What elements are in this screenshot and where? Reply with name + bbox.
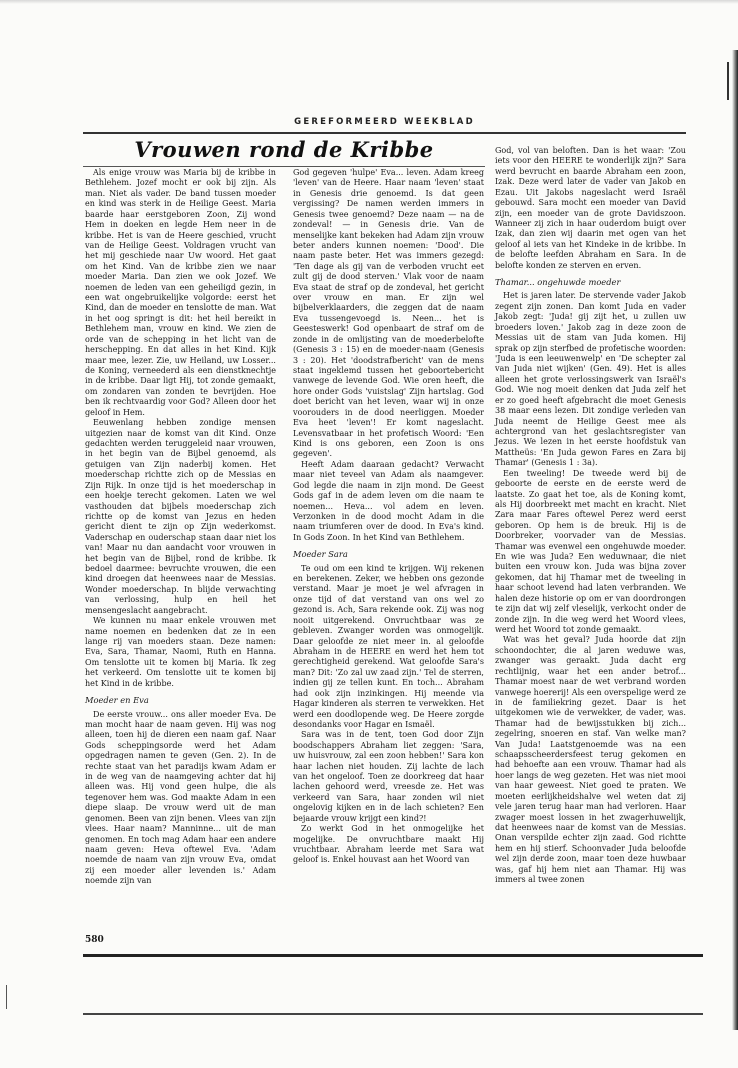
bottom-rule	[83, 954, 703, 957]
paragraph: De eerste vrouw... ons aller moeder Eva. De man mocht haar de naam geven. Hij was nog alleen, toen hij de dieren een naam gaf. Naar Gods scheppingsorde werd het Adam opgedragen namen te geven (Gen. 2). In de rechte staat van het paradijs kwam Adam er in de weg van de naamgeving achter dat hij alleen was. Hij vond geen hulpe, die als tegenover hem was. God maakte Adam in een diepe slaap. De vrouw werd uit de man genomen. Been van zijn benen. Vlees van zijn vlees. Haar naam? Manninne... uit de man genomen. En toch mag Adam haar een andere naam geven: Heva oftewel Eva. 'Adam noemde de naam van zijn vrouw Eva, omdat zij een moeder aller levenden is.' Adam noemde zijn van	[85, 709, 276, 886]
header-rule	[83, 132, 686, 134]
paragraph: Wat was het geval? Juda hoorde dat zijn schoondochter, die al jaren weduwe was, zwanger was geraakt. Juda dacht erg rechtlijnig, waar het een ander betrof... Thamar moest naar de wet verbrand worden vanwege hoererij! Als een overspelige werd ze in de familiekring gezet. Daar is het uitgekomen wie de verwekker, de vader, was. Thamar had de bewijsstukken bij zich... zegelring, snoeren en staf. Van welke man? Van Juda! Laatstgenoemde was na een schaapsscheerdersfeest terug gekomen en had behoefte aan een vrouw. Thamar had als hoer langs de weg gezeten. Het was niet mooi van haar geweest. Niet goed te praten. We moeten eerlijkheidshalve wel weten dat zij vele jaren terug haar man had verloren. Haar zwager moest lossen in het zwagerhuwelijk, dat heenwees naar de komst van de Messias. Onan verspilde echter zijn zaad. God richtte hem en hij stierf. Schoonvader Juda beloofde wel zijn derde zoon, maar toen deze huwbaar was, gaf hij hem niet aan Thamar. Hij was immers al twee zonen	[495, 635, 686, 885]
paragraph: Sara was in de tent, toen God door Zijn boodschappers Abraham liet zeggen: 'Sara, uw huisvrouw, zal een zoon hebben!' Sara kon haar lachen niet houden. Zij lachte de lach van het ongeloof. Toen ze doorkreeg dat haar lachen gehoord werd, vreesde ze. Het was verkeerd van Sara, haar zonden wil niet ongelovig kijken en in de lach schieten? Een bejaarde vrouw krijgt een kind?!	[293, 730, 484, 823]
paragraph: Een tweeling! De tweede werd bij de geboorte de eerste en de eerste werd de laatste. Zo gaat het toe, als de Koning komt, als Hij doorbreekt met macht en kracht. Niet Zara maar Fares oftewel Perez werd eerst geboren. Op hem is de breuk. Hij is de Doorbreker, voorvader van de Messias. Thamar was evenwel een ongehuwde moeder. En wie was Juda? Een weduwnaar, die niet buiten een vrouw kon. Juda was bijna zover gekomen, dat hij Thamar met de tweeling in haar schoot levend had laten verbranden. We halen deze historie op om er van doordrongen te zijn dat wij zelf vleselijk, verkocht onder de zonde zijn. In die weg werd het Woord vlees, werd het Woord tot zonde gemaakt.	[495, 468, 686, 634]
section-heading: Thamar... ongehuwde moeder	[495, 277, 621, 288]
paragraph: God, vol van beloften. Dan is het waar: 'Zou iets voor den HEERE te wonderlijk zijn?' Sara werd bevrucht en baarde Abraham een zoon, Izak. Deze werd later de vader van Jakob en Ezau. Uit Jakobs nageslacht werd Israël gebouwd. Sara mocht een moeder van David zijn, een moeder van de grote Davidszoon. Wanneer zij zich in haar ouderdom buigt over Izak, dan zien wij daarin met ogen van het geloof al iets van het Kindeke in de kribbe. In de belofte leefden Abraham en Sara. In de belofte konden ze sterven en erven.	[495, 146, 686, 270]
paragraph: Te oud om een kind te krijgen. Wij rekenen en berekenen. Zeker, we hebben ons gezonde verstand. Maar je moet je wel afvragen in onze tijd of dat verstand van ons wel zo gezond is. Ach, Sara rekende ook. Zij was nog nooit uitgerekend. Onvruchtbaar was ze gebleven. Zwanger worden was onmogelijk. Daar geloofde ze niet meer in. al geloofde Abraham in de HEERE en werd het hem tot gerechtigheid gerekend. Wat geloofde Sara's man? Dit: 'Zo zal uw zaad zijn.' Tel de sterren, indien gij ze tellen kunt. En toch... Abraham had ook zijn inzinkingen. Hij meende via Hagar kinderen als sterren te verwekken. Het werd een doodlopende weg. De Heere zorgde desondanks voor Hagar en Ismaël.	[293, 563, 484, 729]
scan-top-edge	[0, 0, 738, 4]
paragraph: Als enige vrouw was Maria bij de kribbe in Bethlehem. Jozef mocht er ook bij zijn. Als man. Niet als vader. De band tussen moeder en kind was sterk in de Heilige Geest. Maria baarde haar eerstgeboren Zoon, Zij wond Hem in doeken en legde Hem neer in de kribbe. Het is van de Heere geschied, vrucht van de Heilige Geest. Voldragen vrucht van het mij geschiede naar Uw woord. Het gaat om het Kind. Van de kribbe zien we naar moeder Maria. Dan zien we ook Jozef. We noemen de leden van een geheiligd gezin, in een wat ongebruikelijke volgorde: eerst het Kind, dan de moeder en tenslotte de man. Wat in het oog springt is dit: het heil bereikt in Bethlehem man, vrouw en kind. We zien de orde van de schepping in het licht van de herschepping. En dat alles in het Kind. Kijk maar mee, lezer. Zie, uw Heiland, uw Losser... de Koning, verneederd als een dienstknechtje in de kribbe. Daar ligt Hij, tot zonde gemaakt, om zondaren van zonden te bevrijden. Hoe ben ik rechtvaardig voor God? Alleen door het geloof in Hem.	[85, 168, 276, 417]
text-column-2	[293, 168, 484, 866]
section-heading: Moeder en Eva	[85, 695, 149, 706]
paragraph: We kunnen nu maar enkele vrouwen met name noemen en bedenken dat ze in een lange rij van moeders staan. Deze namen: Eva, Sara, Thamar, Naomi, Ruth en Hanna. Om tenslotte uit te komen bij Maria. Ik zeg het verkeerd. Om tenslotte uit te komen bij het Kind in de kribbe.	[85, 616, 276, 688]
paragraph: Eeuwenlang hebben zondige mensen uitgezien naar de komst van dit Kind. Onze gedachten werden teruggeleid naar vrouwen, in het begin van de Bijbel genoemd, als getuigen van Zijn naderbij komen. Het moederschap richtte zich op de Messias en Zijn Rijk. In onze tijd is het moederschap in een hoekje terecht gekomen. Laten we wel vasthouden dat bijbels moederschap zich richtte op de komst van Jezus en heden gericht dient te zijn op Zijn wederkomst. Vaderschap en ouderschap staan daar niet los van! Maar nu dan aandacht voor vrouwen in het begin van de Bijbel, rond de kribbe. Ik bedoel daarmee: bevruchte vrouwen, die een kind droegen dat heenwees naar de Messias. Wonder moederschap. In blijde verwachting van verlossing, hulp en heil het mensengeslacht aangebracht.	[85, 418, 276, 615]
paragraph: Heeft Adam daaraan gedacht? Verwacht maar niet teveel van Adam als naamgever. God legde die naam in zijn mond. De Geest Gods gaf in de adem leven om die naam te noemen... Heva... vol adem en leven. Verzonken in de dood mocht Adam in die naam triumferen over de dood. In Eva's kind. In Gods Zoon. In het Kind van Bethlehem.	[293, 459, 484, 542]
publication-header: GEREFORMEERD WEEKBLAD	[294, 117, 475, 127]
paragraph: Het is jaren later. De stervende vader Jakob zegent zijn zonen. Dan komt Juda en vader Jakob zegt: 'Juda! gij zijt het, u zullen uw broeders loven.' Jakob zag in deze zoon de Messias uit de stam van Juda komen. Hij sprak op zijn sterfbed de profetische woorden: 'Juda is een leeuwenwelp' en 'De schepter zal van Juda niet wijken' (Gen. 49). Het is alles alleen het grote verlossingswerk van Israël's God. Wie nog moeit denken dat Juda zelf het er zo goed heeft afgebracht die moet Genesis 38 maar eens lezen. Dit zondige verleden van Juda neemt de Heilige Geest mee als achtergrond van het geslachtsregister van Jezus. We lezen in het eerste hoofdstuk van Mattheüs: 'En Juda gewon Fares en Zara bij Thamar' (Genesis 1 : 3a).	[495, 291, 686, 468]
section-heading: Moeder Sara	[293, 549, 348, 560]
text-column-3	[495, 146, 686, 886]
margin-tick	[6, 985, 7, 1009]
page-number: 580	[85, 935, 104, 945]
paragraph: God gegeven 'hulpe' Eva... leven. Adam kreeg 'leven' van de Heere. Haar naam 'leven' staat in Genesis drie genoemd. Is dat geen vergissing? De namen werden immers in Genesis twee genoemd? Deze naam — na de zondeval! — in Genesis drie. Van de menselijke kant bekeken had Adam zijn vrouw beter anders kunnen noemen: 'Dood'. Die naam paste beter. Het was immers gezegd: 'Ten dage als gij van de verboden vrucht eet zult gij de dood sterven.' Vlak voor de naam Eva staat de straf op de zondeval, het gericht over vrouw en man. Er zijn wel bijbelverklaarders, die zeggen dat de naam Eva tussengevoegd is. Neen... het is Geesteswerk! God openbaart de straf om de zonde in de omlijsting van de moederbelofte (Genesis 3 : 15) en de moeder-naam (Genesis 3 : 20). Het 'doodstrafbericht' van de mens staat ingeklemd tussen het geboortebericht vanwege de levende God. Wie oren heeft, die hore onder Gods 'vuistslag' Zijn hartslag. God doet bericht van het leven, waar wij in onze voorouders in de dood neerliggen. Moeder Eva heet 'leven'! Er komt nageslacht. Levensvatbaar in het profetisch Woord: 'Een Kind is ons geboren, een Zoon is ons gegeven'.	[293, 168, 484, 459]
margin-mark	[727, 62, 729, 100]
text-column-1	[85, 168, 276, 887]
paragraph: Zo werkt God in het onmogelijke het mogelijke. De onvruchtbare maakt Hij vruchtbaar. Abraham leerde met Sara wat geloof is. Enkel houvast aan het Woord van	[293, 824, 484, 865]
title-rule	[83, 166, 485, 167]
article-title: Vrouwen rond de Kribbe	[134, 137, 434, 162]
binding-shadow	[732, 50, 738, 1030]
scan-bottom-line	[83, 1013, 703, 1015]
